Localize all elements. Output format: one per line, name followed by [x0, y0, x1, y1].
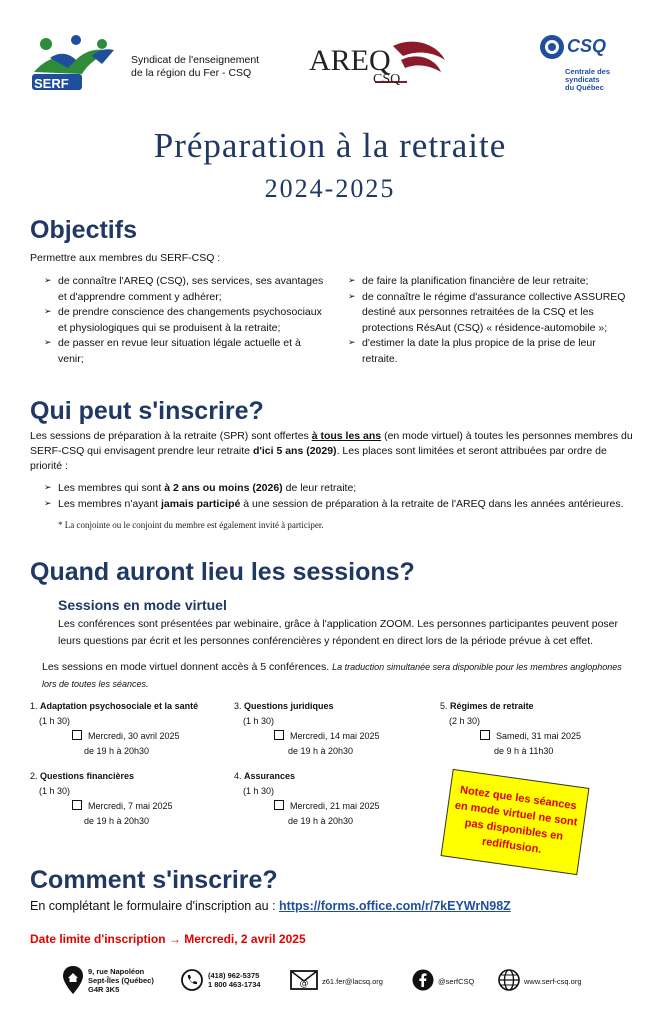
checkbox-icon — [72, 730, 82, 740]
serf-logo-text: SERF — [34, 76, 69, 91]
csq-name: Centrale des syndicats du Québec — [565, 67, 611, 92]
checkbox-icon — [274, 800, 284, 810]
serf-logo — [28, 34, 123, 94]
objectifs-right-list — [334, 274, 632, 367]
objectifs-heading: Objectifs — [30, 216, 137, 244]
checkbox-icon — [72, 800, 82, 810]
registration-link[interactable]: https://forms.office.com/r/7kEYWrN98Z — [279, 899, 511, 913]
checkbox-icon — [274, 730, 284, 740]
list-item: ➢ de faire la planification financière de leur retraite; — [334, 274, 632, 290]
list-item: ➢ d'estimer la date la plus propice de la prise de leur retraite. — [334, 336, 632, 367]
checkbox-icon — [480, 730, 490, 740]
qui-paragraph: Les sessions de préparation à la retraite (SPR) sont offertes à tous les ans (en mode virtuel) à toutes les personnes membres du SERF-CSQ qui envisagent prendre leur retraite d'ici 5 ans (2029). Les places sont limitées et seront attribuées par ordre de priorité : — [30, 430, 633, 472]
session-item: 5. Régimes de retraite (2 h 30) Samedi, 31 mai 2025 de 9 h à 11h30 — [440, 701, 582, 756]
facebook-icon — [412, 969, 434, 991]
globe-icon — [498, 969, 520, 991]
csq-logo-text: CSQ — [567, 36, 607, 56]
qui-list — [30, 481, 640, 512]
comment-text: En complétant le formulaire d'inscription au : https://forms.office.com/r/7kEYWrN98Z — [30, 899, 511, 913]
email-icon — [290, 970, 318, 990]
csq-logo — [535, 34, 645, 94]
session-item: 2. Questions financières (1 h 30) Mercredi, 7 mai 2025 de 19 h à 20h30 — [30, 771, 173, 826]
list-item: ➢ Les membres qui sont à 2 ans ou moins (2026) de leur retraite; — [30, 481, 640, 497]
footer-web: www.serf-csq.org — [524, 977, 582, 986]
serf-name: Syndicat de l'enseignement de la région du Fer - CSQ — [131, 54, 260, 79]
objectifs-left-list — [30, 274, 328, 367]
session-item: 1. Adaptation psychosociale et la santé (1 h 30) Mercredi, 30 avril 2025 de 19 h à 20h30 — [30, 701, 199, 756]
areq-logo — [305, 36, 455, 92]
footer-email: z61.fer@lacsq.org — [322, 977, 383, 986]
qui-note: * La conjointe ou le conjoint du membre est également invité à participer. — [58, 520, 324, 530]
page-year: 2024-2025 — [264, 174, 396, 203]
list-item: ➢ de connaître l'AREQ (CSQ), ses services, ses avantages et d'apprendre comment y adhérer; — [30, 274, 328, 305]
objectifs-intro: Permettre aux membres du SERF-CSQ : — [30, 252, 221, 264]
rediffusion-notice: Notez que les séances en mode virtuel ne sont pas disponibles en rediffusion. — [441, 769, 590, 875]
list-item: ➢ de connaître le régime d'assurance collective ASSUREQ destiné aux personnes retraitées de la CSQ et les protections RésAut (CSQ) « résidence-automobile »; — [334, 290, 632, 337]
qui-heading: Qui peut s'inscrire? — [30, 397, 264, 425]
list-item: ➢ de prendre conscience des changements psychosociaux et physiologiques qui se produisent à la retraite; — [30, 305, 328, 336]
quand-subheading: Sessions en mode virtuel — [58, 597, 227, 613]
location-pin-icon — [63, 966, 83, 994]
list-item: ➢ de passer en revue leur situation légale actuelle et à venir; — [30, 336, 328, 367]
quand-heading: Quand auront lieu les sessions? — [30, 558, 415, 586]
session-item: 3. Questions juridiques (1 h 30) Mercredi, 14 mai 2025 de 19 h à 20h30 — [234, 701, 380, 756]
footer-phones: (418) 962-5375 1 800 463-1734 — [208, 971, 261, 989]
quand-paragraph: Les conférences sont présentées par webinaire, grâce à l'application ZOOM. Les personnes participantes peuvent poser leurs questions par écrit et les personnes conférencières y répondent en direct lors de la période prévue à cet effet. — [58, 618, 618, 647]
footer — [0, 960, 660, 1000]
session-item: 4. Assurances (1 h 30) Mercredi, 21 mai 2025 de 19 h à 20h30 — [234, 771, 380, 826]
list-item: ➢ Les membres n'ayant jamais participé à une session de préparation à la retraite de l'AREQ dans les années antérieures. — [30, 497, 640, 513]
comment-heading: Comment s'inscrire? — [30, 866, 278, 894]
deadline: Date limite d'inscription → Mercredi, 2 avril 2025 — [30, 932, 306, 946]
areq-logo-text: AREQ — [309, 44, 391, 77]
areq-sub: CSQ — [373, 72, 401, 87]
page-title: Préparation à la retraite — [153, 126, 507, 165]
footer-address: 9, rue Napoléon Sept-Îles (Québec) G4R 3K5 — [88, 967, 154, 994]
footer-facebook: @serfCSQ — [438, 977, 475, 986]
quand-access: Les sessions en mode virtuel donnent accès à 5 conférences. La traduction simultanée sera disponible pour les membres anglophones lors de toutes les séances. — [42, 661, 622, 689]
svg-text:@: @ — [299, 979, 309, 989]
phone-icon — [181, 969, 203, 991]
